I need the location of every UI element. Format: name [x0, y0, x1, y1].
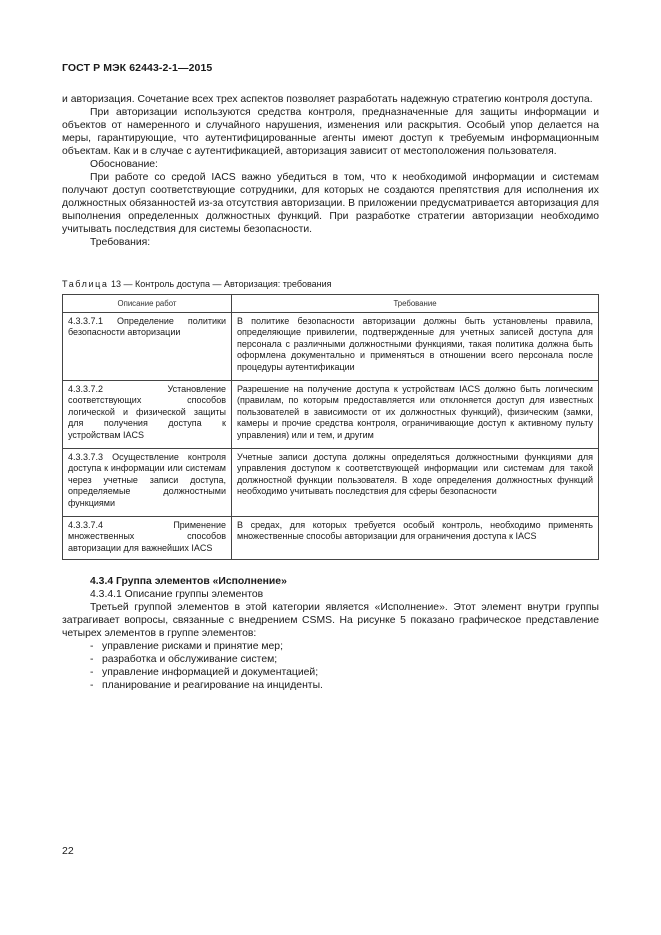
table-header-row — [63, 295, 599, 313]
dash-bullet: - — [90, 641, 94, 652]
column-header-requirement: Требование — [232, 295, 599, 313]
body-text — [62, 93, 599, 249]
paragraph: При авторизации используются средства контроля, предназначенные для защиты информации и объектов от намеренного и случайного нарушения, изменения или раскрытия. Особый упор делается на меры, гарантирующие, что аутентифицированные агенты имеют доступ к требуемым информационным объектам. Как и в случае с аутентификацией, авторизация зависит от местоположения пользователя. — [62, 107, 599, 157]
table-cell-work: 4.3.3.7.3 Осуществление контроля доступа к информации или системам через учетные записи доступа, определяемые должностными функциями — [63, 449, 232, 517]
table-cell-requirement: В политике безопасности авторизации должны быть установлены правила, определяющие привилегии, подтвержденные для учетных записей доступа для персонала с различными должностными функциями, такая политика должна быть оформлена документально и применяться в отношении всего персонала после процедуры аутентификации — [232, 313, 599, 381]
table-cell-requirement: В средах, для которых требуется особый контроль, необходимо применять множественные способы авторизации для ограничения доступа к IACS — [232, 517, 599, 560]
table-caption-text: 13 — Контроль доступа — Авторизация: требования — [108, 279, 332, 289]
list-item — [90, 679, 599, 692]
list-item-text: управление рисками и принятие мер; — [102, 641, 283, 652]
document-header: ГОСТ Р МЭК 62443-2-1—2015 — [62, 62, 213, 74]
table-row — [63, 313, 599, 381]
section-4-3-4 — [62, 575, 599, 692]
table-cell-work: 4.3.3.7.1 Определение политики безопасности авторизации — [63, 313, 232, 381]
list-item — [90, 640, 599, 653]
paragraph: Третьей группой элементов в этой категории является «Исполнение». Этот элемент внутри группы затрагивает вопросы, связанные с внедрением CSMS. На рисунке 5 показано графическое представление четырех элементов в группе элементов: — [62, 602, 599, 639]
column-header-work: Описание работ — [63, 295, 232, 313]
section-heading: 4.3.4 Группа элементов «Исполнение» — [90, 576, 287, 587]
table-cell-requirement: Разрешение на получение доступа к устройствам IACS должно быть логическим (правилам, по которым предоставляется или отклоняется доступ для известных пользователей в зависимости от их должностных функций), физическим (замки, камеры и прочие средства контроля, ограничивающие доступ к активному пульту управления) или и тем, и другим — [232, 381, 599, 449]
list-item — [90, 666, 599, 679]
table-cell-requirement: Учетные записи доступа должны определяться должностными функциями для управления доступом к соответствующей информации или системам для такой должностной функции пользователя. В ходе определения должностных функций необходимо учитывать последствия для сферы безопасности — [232, 449, 599, 517]
table-cell-work: 4.3.3.7.2 Установление соответствующих способов логической и физической защиты для получения доступа к устройствам IACS — [63, 381, 232, 449]
dash-bullet: - — [90, 680, 94, 691]
paragraph: Требования: — [90, 237, 151, 248]
table-row — [63, 381, 599, 449]
table-caption-prefix: Таблица — [62, 279, 109, 289]
table-caption — [62, 279, 332, 289]
dash-bullet: - — [90, 654, 94, 665]
page-number: 22 — [62, 845, 74, 857]
paragraph: и авторизация. Сочетание всех трех аспектов позволяет разработать надежную стратегию контроля доступа. — [62, 94, 593, 105]
element-list — [62, 640, 599, 692]
list-item-text: планирование и реагирование на инциденты. — [102, 680, 323, 691]
list-item — [90, 653, 599, 666]
table-row — [63, 517, 599, 560]
list-item-text: управление информацией и документацией; — [102, 667, 319, 678]
table-cell-work: 4.3.3.7.4 Применение множественных способов авторизации для важнейших IACS — [63, 517, 232, 560]
paragraph: При работе со средой IACS важно убедиться в том, что к необходимой информации и системам получают доступ соответствующие сотрудники, для которых не создаются препятствия для исполнения их должностных обязанностей из-за отсутствия авторизации. В приложении предусматривается авторизация для выполнения определенных должностных функций. При разработке стратегии авторизации необходимо учитывать последствия для системы безопасности. — [62, 172, 599, 235]
paragraph: Обоснование: — [90, 159, 158, 170]
section-subheading: 4.3.4.1 Описание группы элементов — [90, 589, 264, 600]
table-row — [63, 449, 599, 517]
dash-bullet: - — [90, 667, 94, 678]
requirements-table — [62, 294, 599, 560]
list-item-text: разработка и обслуживание систем; — [102, 654, 278, 665]
